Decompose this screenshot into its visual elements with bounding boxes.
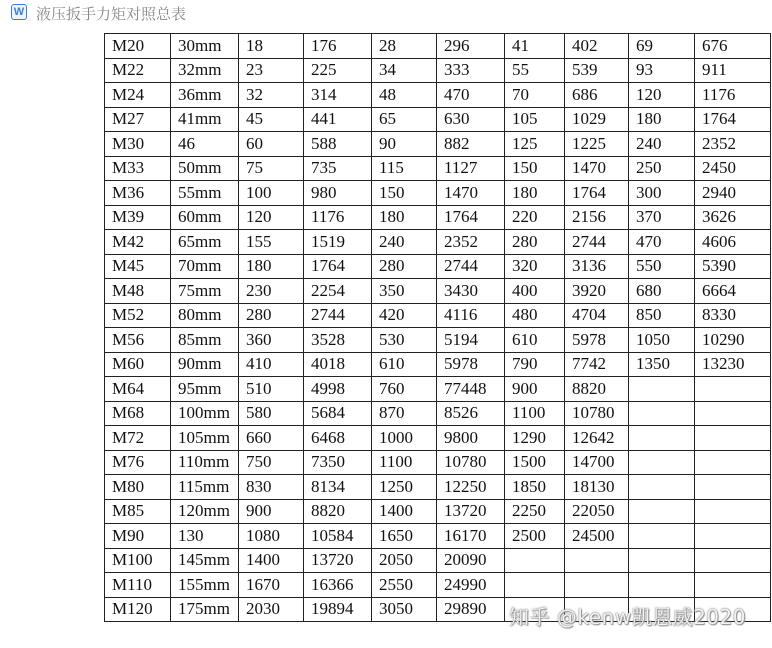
table-row	[105, 426, 771, 451]
table-cell: 155mm	[171, 573, 239, 598]
table-cell: 870	[372, 401, 437, 426]
table-cell: 420	[372, 303, 437, 328]
table-cell: 300	[629, 181, 695, 206]
table-row	[105, 524, 771, 549]
table-cell: 5978	[565, 328, 629, 353]
table-cell: 60mm	[171, 205, 239, 230]
table-cell: M42	[105, 230, 171, 255]
table-cell: 1470	[565, 156, 629, 181]
table-cell: 125	[505, 132, 565, 157]
table-cell: 2250	[505, 499, 565, 524]
table-cell: M52	[105, 303, 171, 328]
table-cell: 16366	[304, 573, 372, 598]
table-cell: 1290	[505, 426, 565, 451]
table-cell: 1029	[565, 107, 629, 132]
table-cell: 29890	[437, 597, 505, 622]
table-cell: 2254	[304, 279, 372, 304]
table-cell: 280	[239, 303, 304, 328]
table-cell: M100	[105, 548, 171, 573]
table-cell: 5390	[695, 254, 771, 279]
table-cell: 1176	[304, 205, 372, 230]
table-cell	[629, 450, 695, 475]
table-cell: M24	[105, 83, 171, 108]
table-cell	[565, 548, 629, 573]
table-cell: 12642	[565, 426, 629, 451]
table-cell: 4606	[695, 230, 771, 255]
table-cell: 470	[629, 230, 695, 255]
table-cell: 175mm	[171, 597, 239, 622]
table-cell: 180	[239, 254, 304, 279]
table-cell: M30	[105, 132, 171, 157]
table-cell: 760	[372, 377, 437, 402]
table-cell: M76	[105, 450, 171, 475]
table-cell: 105mm	[171, 426, 239, 451]
table-cell: 280	[505, 230, 565, 255]
table-cell: 320	[505, 254, 565, 279]
table-cell: 6664	[695, 279, 771, 304]
table-cell: M56	[105, 328, 171, 353]
table-row	[105, 156, 771, 181]
table-cell: 4998	[304, 377, 372, 402]
table-cell: 850	[629, 303, 695, 328]
table-cell	[629, 548, 695, 573]
table-row	[105, 303, 771, 328]
table-cell: 2450	[695, 156, 771, 181]
table-cell: 900	[239, 499, 304, 524]
table-cell: 85mm	[171, 328, 239, 353]
table-cell: 240	[629, 132, 695, 157]
table-cell: 480	[505, 303, 565, 328]
table-cell: 2352	[695, 132, 771, 157]
table-cell: 2744	[565, 230, 629, 255]
table-cell: 882	[437, 132, 505, 157]
table-cell	[505, 573, 565, 598]
table-cell	[695, 499, 771, 524]
table-cell: M68	[105, 401, 171, 426]
table-cell: 1764	[695, 107, 771, 132]
table-cell: 676	[695, 34, 771, 59]
table-cell: 580	[239, 401, 304, 426]
table-cell: 410	[239, 352, 304, 377]
table-cell: 13230	[695, 352, 771, 377]
table-cell: 4116	[437, 303, 505, 328]
table-cell: 100mm	[171, 401, 239, 426]
table-cell: 115mm	[171, 475, 239, 500]
table-cell: 1519	[304, 230, 372, 255]
table-row	[105, 132, 771, 157]
table-cell: 16170	[437, 524, 505, 549]
table-cell: 120	[629, 83, 695, 108]
table-cell: 900	[505, 377, 565, 402]
table-cell: 13720	[437, 499, 505, 524]
table-cell: 1400	[372, 499, 437, 524]
table-cell: 2352	[437, 230, 505, 255]
table-cell: 1764	[565, 181, 629, 206]
table-cell: 1500	[505, 450, 565, 475]
table-cell	[629, 426, 695, 451]
table-cell: 1350	[629, 352, 695, 377]
table-cell: 610	[372, 352, 437, 377]
table-cell: 46	[171, 132, 239, 157]
table-cell: 1764	[437, 205, 505, 230]
table-cell: 333	[437, 58, 505, 83]
table-cell: 69	[629, 34, 695, 59]
table-cell: M85	[105, 499, 171, 524]
table-cell: 50mm	[171, 156, 239, 181]
table-cell: 6468	[304, 426, 372, 451]
table-cell: 115	[372, 156, 437, 181]
table-cell: 1127	[437, 156, 505, 181]
table-cell: M39	[105, 205, 171, 230]
table-cell: 1670	[239, 573, 304, 598]
table-cell: 510	[239, 377, 304, 402]
table-cell: 735	[304, 156, 372, 181]
table-cell: 1850	[505, 475, 565, 500]
table-cell: 55mm	[171, 181, 239, 206]
table-cell: M20	[105, 34, 171, 59]
table-cell: 2744	[304, 303, 372, 328]
table-cell: M120	[105, 597, 171, 622]
table-row	[105, 573, 771, 598]
table-cell: 150	[372, 181, 437, 206]
table-cell: 70	[505, 83, 565, 108]
table-cell: 10780	[565, 401, 629, 426]
table-cell	[695, 548, 771, 573]
table-row	[105, 279, 771, 304]
table-cell: 65mm	[171, 230, 239, 255]
table-cell: 55	[505, 58, 565, 83]
table-cell: 350	[372, 279, 437, 304]
table-cell: M80	[105, 475, 171, 500]
table-row	[105, 401, 771, 426]
table-cell: 2500	[505, 524, 565, 549]
table-cell	[695, 426, 771, 451]
table-cell: 314	[304, 83, 372, 108]
table-cell: 5684	[304, 401, 372, 426]
table-cell: 1650	[372, 524, 437, 549]
table-cell: 93	[629, 58, 695, 83]
table-cell: 32	[239, 83, 304, 108]
table-cell: 19894	[304, 597, 372, 622]
table-cell: 41	[505, 34, 565, 59]
table-cell: M36	[105, 181, 171, 206]
table-row	[105, 230, 771, 255]
table-row	[105, 352, 771, 377]
table-cell: 790	[505, 352, 565, 377]
table-cell: M110	[105, 573, 171, 598]
table-cell: 402	[565, 34, 629, 59]
table-cell: 30mm	[171, 34, 239, 59]
table-cell: 441	[304, 107, 372, 132]
table-cell	[695, 475, 771, 500]
table-cell: 1000	[372, 426, 437, 451]
table-cell	[695, 450, 771, 475]
table-cell: 3136	[565, 254, 629, 279]
table-cell: 24500	[565, 524, 629, 549]
table-row	[105, 181, 771, 206]
watermark: 知乎 @kenw凯恩威2020	[509, 605, 746, 629]
table-cell: 32mm	[171, 58, 239, 83]
table-cell: 36mm	[171, 83, 239, 108]
table-cell: 1176	[695, 83, 771, 108]
table-cell: 20090	[437, 548, 505, 573]
table-cell: 588	[304, 132, 372, 157]
table-cell: 4704	[565, 303, 629, 328]
table-cell: 830	[239, 475, 304, 500]
table-cell: 180	[372, 205, 437, 230]
table-cell: 1080	[239, 524, 304, 549]
table-cell: 2940	[695, 181, 771, 206]
table-cell	[695, 401, 771, 426]
table-cell: 150	[505, 156, 565, 181]
table-cell: 34	[372, 58, 437, 83]
table-cell	[629, 573, 695, 598]
table-cell	[629, 499, 695, 524]
table-cell: 3528	[304, 328, 372, 353]
table-cell: 1400	[239, 548, 304, 573]
table-cell: 18130	[565, 475, 629, 500]
table-cell: 750	[239, 450, 304, 475]
table-cell: 9800	[437, 426, 505, 451]
torque-table-container	[104, 33, 771, 622]
table-cell: 8134	[304, 475, 372, 500]
table-cell: M72	[105, 426, 171, 451]
table-row	[105, 107, 771, 132]
table-cell: 7350	[304, 450, 372, 475]
table-cell: 630	[437, 107, 505, 132]
table-cell: 530	[372, 328, 437, 353]
table-cell: 5194	[437, 328, 505, 353]
table-cell: 45	[239, 107, 304, 132]
table-cell: 90	[372, 132, 437, 157]
table-cell: 65	[372, 107, 437, 132]
table-cell: 2744	[437, 254, 505, 279]
table-row	[105, 205, 771, 230]
table-cell: 8820	[565, 377, 629, 402]
table-cell	[629, 475, 695, 500]
document-title: 液压扳手力矩对照总表	[36, 5, 187, 23]
table-cell: 2550	[372, 573, 437, 598]
table-row	[105, 499, 771, 524]
table-cell	[629, 377, 695, 402]
table-cell: 220	[505, 205, 565, 230]
table-cell: 660	[239, 426, 304, 451]
table-cell: 4018	[304, 352, 372, 377]
table-cell: M33	[105, 156, 171, 181]
table-cell: 23	[239, 58, 304, 83]
table-row	[105, 328, 771, 353]
table-cell: 28	[372, 34, 437, 59]
table-cell: 1100	[372, 450, 437, 475]
table-cell: 180	[629, 107, 695, 132]
table-cell: M60	[105, 352, 171, 377]
table-cell: 176	[304, 34, 372, 59]
table-cell: 80mm	[171, 303, 239, 328]
table-cell: 1470	[437, 181, 505, 206]
table-cell: 1100	[505, 401, 565, 426]
table-cell: 911	[695, 58, 771, 83]
table-cell: 12250	[437, 475, 505, 500]
table-cell: 1250	[372, 475, 437, 500]
table-cell: 550	[629, 254, 695, 279]
table-cell: 100	[239, 181, 304, 206]
table-cell: 230	[239, 279, 304, 304]
table-cell: 2156	[565, 205, 629, 230]
table-cell: 70mm	[171, 254, 239, 279]
table-cell	[629, 401, 695, 426]
table-cell: 180	[505, 181, 565, 206]
table-cell: 5978	[437, 352, 505, 377]
table-cell	[695, 377, 771, 402]
table-cell: 75mm	[171, 279, 239, 304]
table-cell: 95mm	[171, 377, 239, 402]
table-cell: 120mm	[171, 499, 239, 524]
table-cell: 980	[304, 181, 372, 206]
table-cell: 610	[505, 328, 565, 353]
table-cell: 680	[629, 279, 695, 304]
table-cell: 10584	[304, 524, 372, 549]
table-cell: 60	[239, 132, 304, 157]
table-cell: 8330	[695, 303, 771, 328]
table-cell: 1764	[304, 254, 372, 279]
table-cell: 155	[239, 230, 304, 255]
table-row	[105, 254, 771, 279]
table-cell: 3050	[372, 597, 437, 622]
table-row	[105, 34, 771, 59]
table-cell: 8820	[304, 499, 372, 524]
table-cell: 3430	[437, 279, 505, 304]
table-body	[105, 34, 771, 622]
word-document-icon: W	[11, 4, 27, 20]
table-cell: 225	[304, 58, 372, 83]
table-cell: M45	[105, 254, 171, 279]
table-cell: 539	[565, 58, 629, 83]
table-cell: 470	[437, 83, 505, 108]
table-cell: 3626	[695, 205, 771, 230]
table-cell: 24990	[437, 573, 505, 598]
table-cell: 250	[629, 156, 695, 181]
table-row	[105, 377, 771, 402]
table-cell: 296	[437, 34, 505, 59]
table-cell: 77448	[437, 377, 505, 402]
table-cell	[695, 524, 771, 549]
table-cell: 280	[372, 254, 437, 279]
table-cell: 120	[239, 205, 304, 230]
table-row	[105, 548, 771, 573]
table-cell: M22	[105, 58, 171, 83]
table-cell: 14700	[565, 450, 629, 475]
table-row	[105, 450, 771, 475]
table-cell: 130	[171, 524, 239, 549]
table-cell: 18	[239, 34, 304, 59]
table-cell: 2030	[239, 597, 304, 622]
table-cell: 145mm	[171, 548, 239, 573]
table-cell	[505, 548, 565, 573]
table-cell: 90mm	[171, 352, 239, 377]
table-cell: M48	[105, 279, 171, 304]
table-cell: 8526	[437, 401, 505, 426]
table-cell: M90	[105, 524, 171, 549]
table-cell: 48	[372, 83, 437, 108]
table-cell	[695, 573, 771, 598]
table-cell: 75	[239, 156, 304, 181]
table-cell: 22050	[565, 499, 629, 524]
table-cell: 1050	[629, 328, 695, 353]
table-cell	[565, 573, 629, 598]
torque-table	[104, 33, 771, 622]
table-cell: 105	[505, 107, 565, 132]
table-cell: 3920	[565, 279, 629, 304]
table-cell: 2050	[372, 548, 437, 573]
table-cell: 1225	[565, 132, 629, 157]
table-cell: 360	[239, 328, 304, 353]
table-cell: 10780	[437, 450, 505, 475]
table-cell	[629, 524, 695, 549]
table-cell: 110mm	[171, 450, 239, 475]
table-cell: M64	[105, 377, 171, 402]
table-cell: 240	[372, 230, 437, 255]
table-cell: 686	[565, 83, 629, 108]
table-cell: 7742	[565, 352, 629, 377]
table-cell: 400	[505, 279, 565, 304]
table-row	[105, 83, 771, 108]
table-row	[105, 58, 771, 83]
table-cell: 13720	[304, 548, 372, 573]
table-cell: 41mm	[171, 107, 239, 132]
table-cell: 10290	[695, 328, 771, 353]
table-cell: 370	[629, 205, 695, 230]
title-bar	[0, 0, 772, 28]
table-row	[105, 475, 771, 500]
table-cell: M27	[105, 107, 171, 132]
